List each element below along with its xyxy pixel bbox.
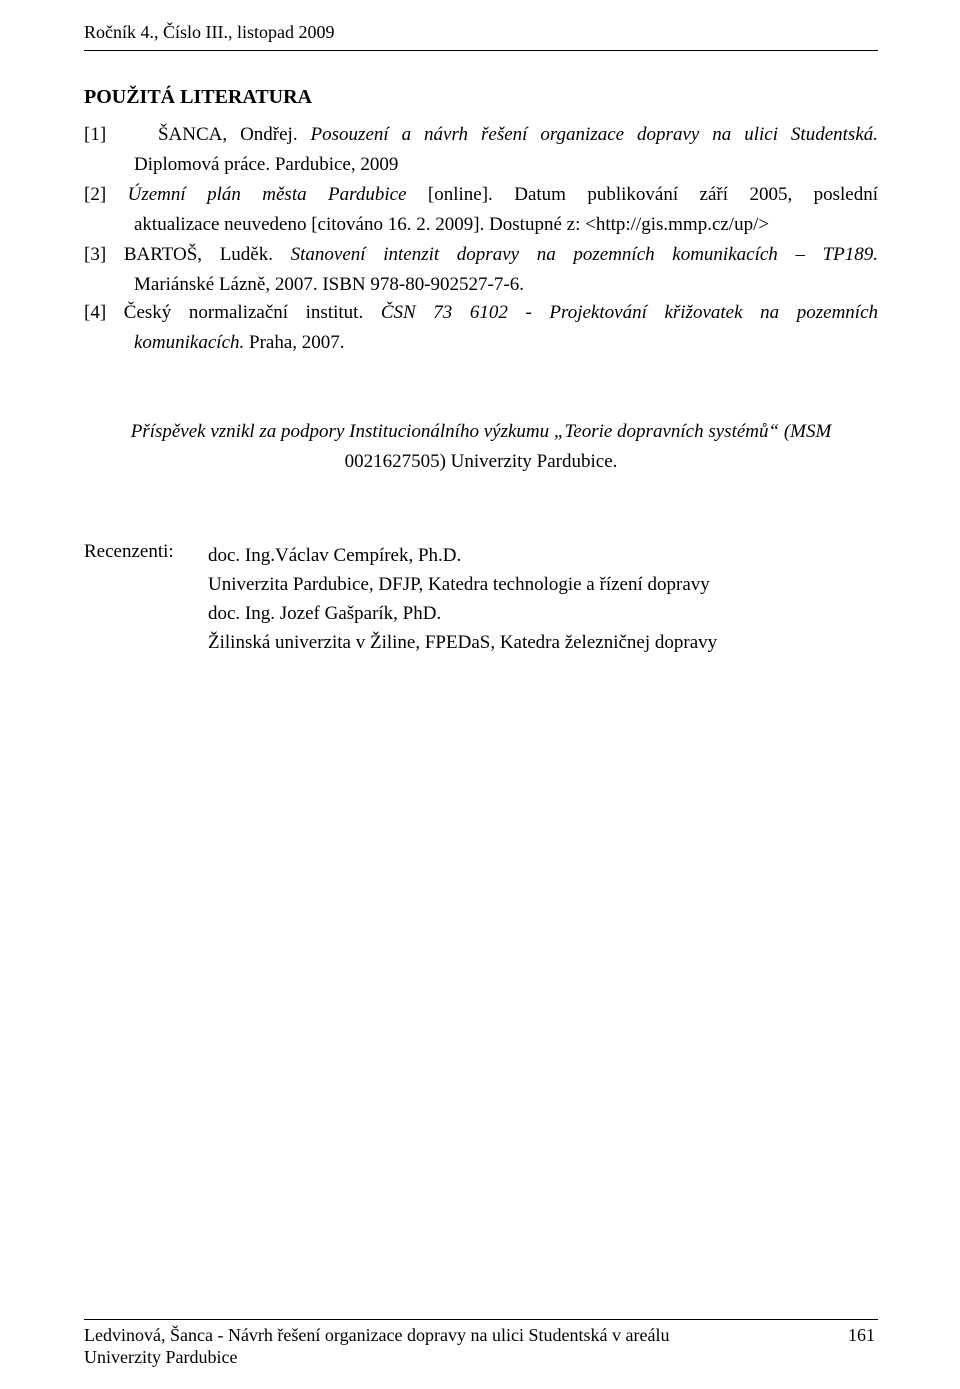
reference-1-line-1 [84, 121, 878, 149]
footer-line-2: Univerzity Pardubice [84, 1347, 238, 1367]
reference-3-author: BARTOŠ, Luděk. [123, 244, 273, 265]
reference-1-rest: Diplomová práce. Pardubice, 2009 [134, 154, 399, 175]
reviewer-2-affiliation: Žilinská univerzita v Žiline, FPEDaS, Katedra železničnej dopravy [208, 632, 718, 653]
reference-3-title: Stanovení intenzit dopravy na pozemních komunikacích – TP189. [290, 244, 879, 265]
reviewer-2-name: doc. Ing. Jozef Gašparík, PhD. [208, 603, 442, 624]
reviewer-1-name: doc. Ing.Václav Cempírek, Ph.D. [208, 545, 462, 566]
reference-2-number: [2] [84, 184, 107, 205]
reference-4-title-cont: komunikacích. [134, 332, 245, 353]
reference-4-line-2 [134, 329, 878, 357]
reference-3-line-1 [84, 241, 878, 269]
reference-1-title: Posouzení a návrh řešení organizace dopravy na ulici Studentská. [310, 124, 879, 145]
support-statement-line-1: Příspěvek vznikl za podpory Institucionálního výzkumu „Teorie dopravních systémů“ (MSM [130, 421, 832, 442]
reference-4-number: [4] [84, 302, 107, 323]
reference-4-title: ČSN 73 6102 - Projektování křižovatek na pozemních [380, 302, 879, 323]
reference-3-rest: Mariánské Lázně, 2007. ISBN 978-80-902527-7-6. [134, 274, 524, 295]
reference-4-line-1 [84, 299, 878, 327]
reference-2-access: aktualizace neuvedeno [citováno 16. 2. 2009]. Dostupné z: <http://gis.mmp.cz/up/> [134, 214, 770, 235]
footer-divider [84, 1319, 878, 1320]
reviewers-label: Recenzenti: [84, 541, 174, 562]
reference-3-number: [3] [84, 244, 107, 265]
support-statement-line-2: 0021627505) Univerzity Pardubice. [344, 451, 618, 472]
reference-3-line-2 [134, 271, 878, 299]
reviewer-1-affiliation: Univerzita Pardubice, DFJP, Katedra technologie a řízení dopravy [208, 574, 710, 595]
reference-2-line-1 [84, 181, 878, 209]
reference-4-rest: Praha, 2007. [249, 332, 345, 353]
section-title: POUŽITÁ LITERATURA [84, 86, 312, 108]
reference-2-line-2 [134, 211, 878, 239]
running-header: Ročník 4., Číslo III., listopad 2009 [84, 22, 335, 42]
page-number: 161 [848, 1325, 875, 1345]
reference-2-rest: [online]. Datum publikování září 2005, poslední [427, 184, 879, 205]
header-divider [84, 50, 878, 51]
reference-2-title: Územní plán města Pardubice [127, 184, 407, 205]
footer-line-1: Ledvinová, Šanca - Návrh řešení organizace dopravy na ulici Studentská v areálu [84, 1325, 670, 1345]
reference-1-author: ŠANCA, Ondřej. [157, 124, 298, 145]
reference-1-line-2 [134, 151, 878, 179]
reference-4-author: Český normalizační institut. [123, 302, 364, 323]
reference-1-number: [1] [84, 124, 107, 145]
